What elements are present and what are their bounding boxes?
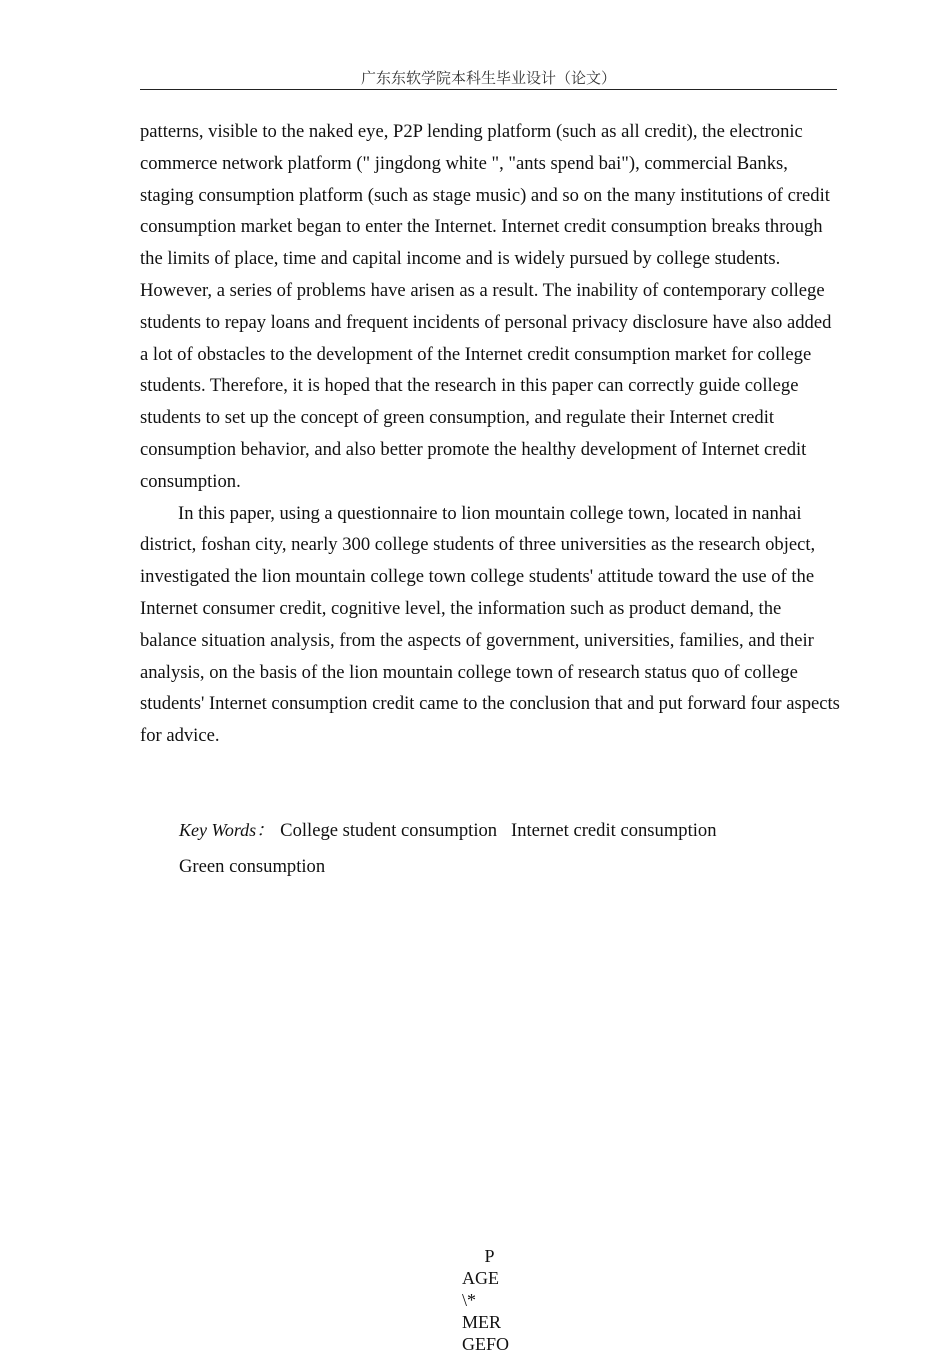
keywords-list-1: College student consumption Internet credit consumption [280,820,717,841]
page-header [140,68,837,90]
abstract-paragraph-1: patterns, visible to the naked eye, P2P lending platform (such as all credit), the electronic commerce network platform (" jingdong white ", "ants spend bai"), commercial Banks, staging consumption platform (such as stage music) and so on the many institutions of credit consumption market began to enter the Internet. Internet credit consumption breaks through the limits of place, time and capital income and is widely pursued by college students. However, a series of problems have arisen as a result. The inability of contemporary college students to repay loans and frequent incidents of personal privacy disclosure have also added a lot of obstacles to the development of the Internet credit consumption market for college students. Therefore, it is hoped that the research in this paper can correctly guide college students to set up the concept of green consumption, and regulate their Internet credit consumption behavior, and also better promote the healthy development of Internet credit consumption. [140,121,832,492]
keywords-section [179,812,819,885]
keywords-label: Key Words： [179,820,275,840]
header-title: 广东东软学院本科生毕业设计（论文） [360,69,616,87]
abstract-body [140,116,840,752]
page-field-line: \* [462,1290,477,1310]
page-field-line: GEFO [462,1334,510,1354]
page-field-line: MER [462,1312,502,1332]
keywords-line-2: Green consumption [179,856,326,877]
page-field-line: AGE [462,1268,499,1288]
abstract-paragraph-2: In this paper, using a questionnaire to lion mountain college town, located in nanhai district, foshan city, nearly 300 college students of three universities as the research object, investigated the lion mountain college town college students' attitude toward the use of the Internet consumer credit, cognitive level, the information such as product demand, the balance situation analysis, from the aspects of government, universities, families, and their analysis, on the basis of the lion mountain college town of research status quo of college students' Internet consumption credit came to the conclusion that and put forward four aspects for advice. [140,502,840,747]
page-field-line: P [462,1246,495,1266]
page-number-field [462,1245,532,1355]
keywords-line-1 [179,812,819,849]
